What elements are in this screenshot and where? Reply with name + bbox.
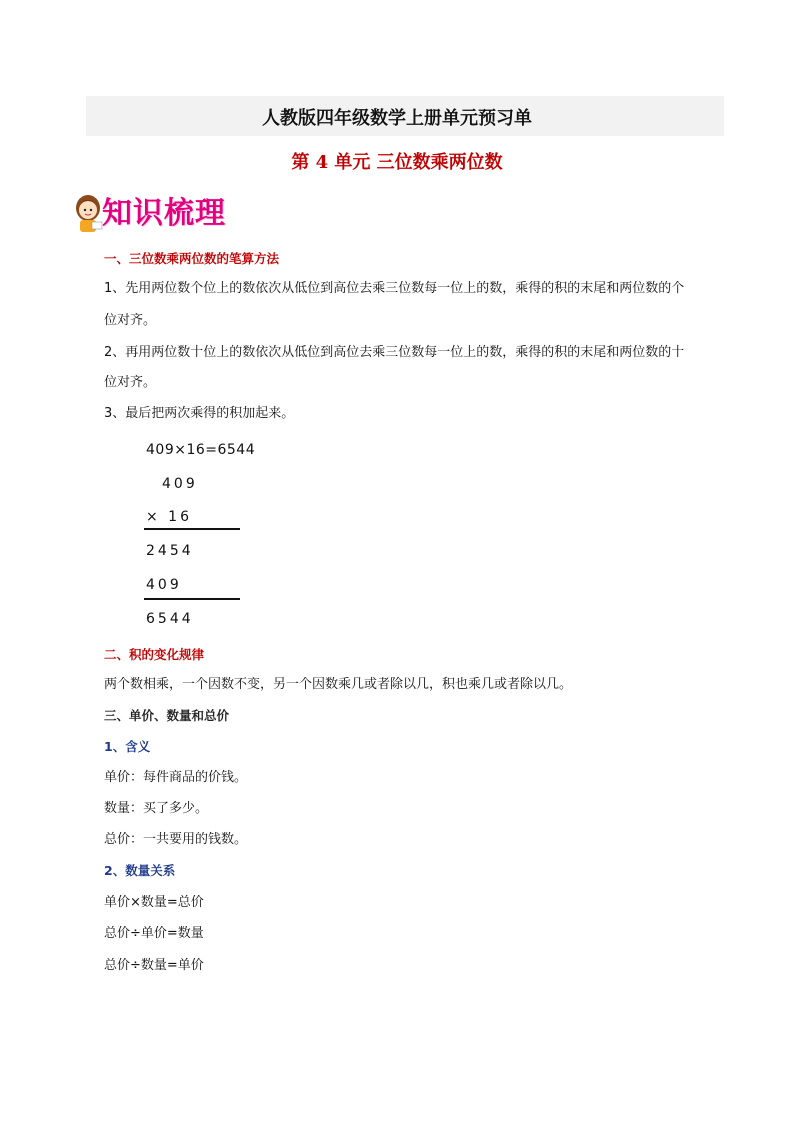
subheading-meaning: 1、含义 <box>104 739 151 754</box>
section-heading-1: 一、三位数乘两位数的笔算方法 <box>104 251 280 266</box>
def-unit-price: 单价：每件商品的价钱。 <box>104 770 248 785</box>
calc-rule-2 <box>144 598 240 600</box>
step-3: 3、最后把两次乘得的积加起来。 <box>104 406 295 421</box>
step-1-line-1: 1、先用两位数个位上的数依次从低位到高位去乘三位数每一位上的数，乘得的积的末尾和两位数的个 <box>104 281 685 296</box>
relation-3: 总价÷数量=单价 <box>104 958 204 973</box>
def-quantity: 数量：买了多少。 <box>104 801 209 816</box>
calc-rule-1 <box>144 528 240 530</box>
relation-2: 总价÷单价=数量 <box>104 926 204 941</box>
step-2-line-1: 2、再用两位数十位上的数依次从低位到高位去乘三位数每一位上的数，乘得的积的末尾和两位数的十 <box>104 345 685 360</box>
relation-1: 单价×数量=总价 <box>104 895 204 910</box>
step-2-line-2: 位对齐。 <box>104 375 157 390</box>
page-title: 人教版四年级数学上册单元预习单 <box>262 108 532 129</box>
section-heading-3: 三、单价、数量和总价 <box>104 708 230 723</box>
example-equation: 409×16=6544 <box>146 442 256 458</box>
subheading-relations: 2、数量关系 <box>104 863 176 878</box>
calc-result: 6544 <box>146 611 194 627</box>
knowledge-banner: 知识梳理 <box>102 196 226 231</box>
step-1-line-2: 位对齐。 <box>104 313 157 328</box>
calc-partial-2: 409 <box>146 577 182 593</box>
def-total: 总价：一共要用的钱数。 <box>104 832 248 847</box>
page-subtitle: 第 4 单元 三位数乘两位数 <box>291 152 503 173</box>
product-rule-text: 两个数相乘，一个因数不变，另一个因数乘几或者除以几，积也乘几或者除以几。 <box>104 677 573 692</box>
calc-multiplier: × 16 <box>146 509 192 525</box>
calc-partial-1: 2454 <box>146 543 194 559</box>
calc-multiplicand: 409 <box>162 476 198 492</box>
section-heading-2: 二、积的变化规律 <box>104 647 205 662</box>
